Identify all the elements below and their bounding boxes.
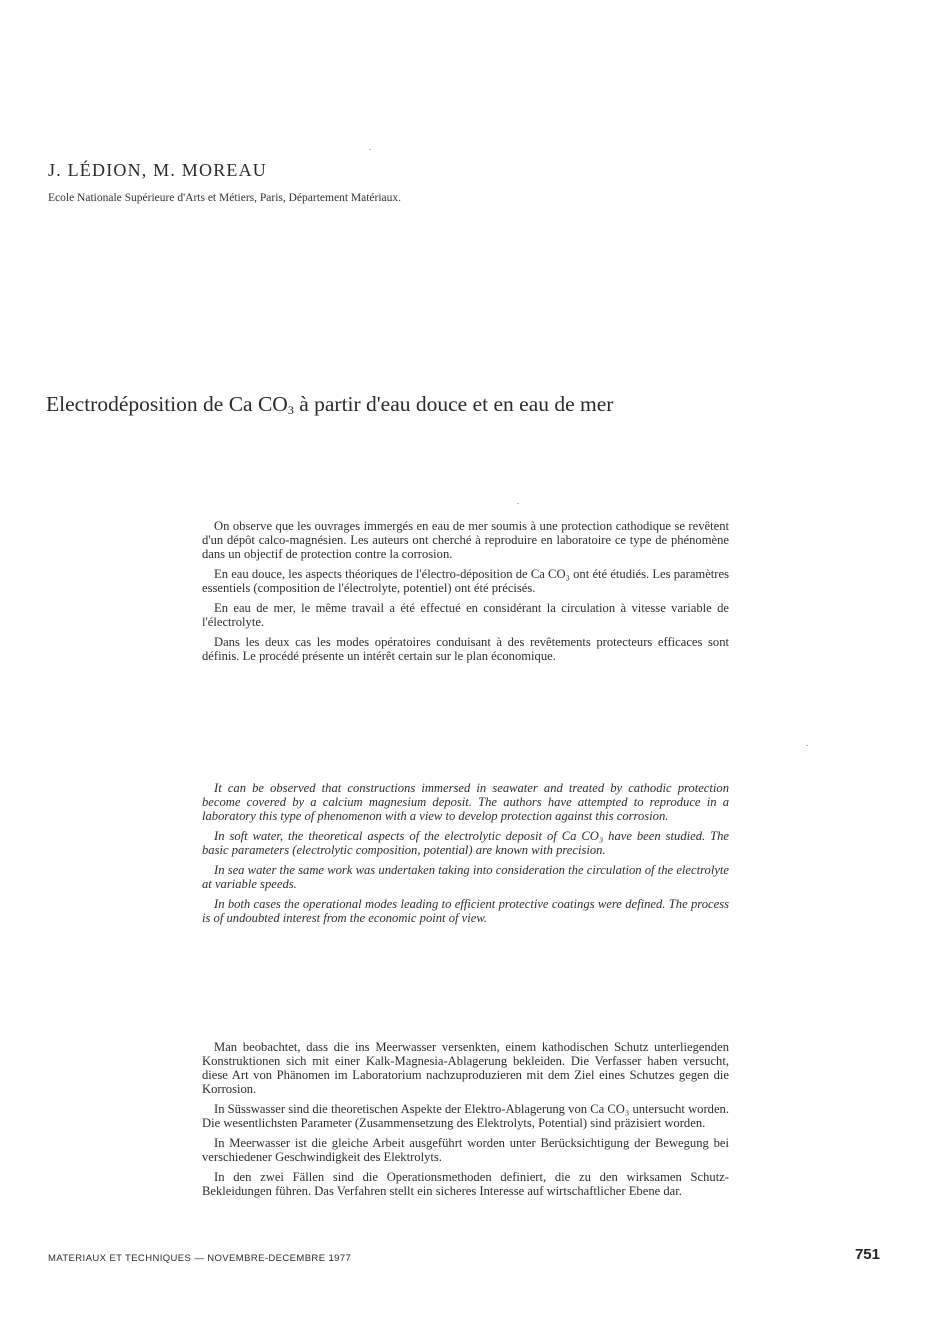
title-text-end: à partir d'eau douce et en eau de mer [293,392,614,416]
page-number: 751 [854,1246,880,1263]
abstract-paragraph: Man beobachtet, dass die ins Meerwasser versenkten, einem kathodischen Schutz unterliegenden Konstruktionen sich mit einer Kalk-Magnesia-Ablagerung bekleiden. Die Verfasser haben versucht, diese Art von Phänomen im Laboratorium nachzuproduzieren mit dem Ziel eines Schutzes gegen die Korrosion. [202,1040,729,1096]
article-title [46,392,613,418]
abstract-paragraph: In Süsswasser sind die theoretischen Aspekte der Elektro-Ablagerung von Ca CO₃ untersucht worden. Die wesentlichsten Parameter (Zusammensetzung des Elektrolyts, Potential) sind präzisiert worden. [202,1102,729,1130]
authors: J. LÉDION, M. MOREAU [48,160,267,180]
abstract-german [202,1040,729,1204]
abstract-paragraph: In soft water, the theoretical aspects of the electrolytic deposit of Ca CO₃ have been studied. The basic parameters (electrolytic composition, potential) are known with precision. [202,829,729,857]
abstract-paragraph: In both cases the operational modes leading to efficient protective coatings were defined. The process is of undoubted interest from the economic point of view. [202,897,729,925]
affiliation: Ecole Nationale Supérieure d'Arts et Métiers, Paris, Département Matériaux. [48,192,402,204]
abstract-paragraph: En eau de mer, le même travail a été effectué en considérant la circulation à vitesse variable de l'électrolyte. [202,601,729,629]
abstract-french [202,519,729,669]
abstract-paragraph: In den zwei Fällen sind die Operationsmethoden definiert, die zu den wirksamen Schutz-Bekleidungen führen. Das Verfahren stellt ein sicheres Interesse auf wirtschaftlicher Ebene dar. [202,1170,729,1198]
abstract-paragraph: On observe que les ouvrages immergés en eau de mer soumis à une protection cathodique se revêtent d'un dépôt calco-magnésien. Les auteurs ont cherché à reproduire en laboratoire ce type de phénomène dans un objectif de protection contre la corrosion. [202,519,729,561]
abstract-paragraph: In Meerwasser ist die gleiche Arbeit ausgeführt worden unter Berücksichtigung der Bewegung bei verschiedener Geschwindigkeit des Elektrolyts. [202,1136,729,1164]
journal-footer: MATERIAUX ET TECHNIQUES — NOVEMBRE-DECEMBRE 1977 [48,1253,352,1264]
abstract-english [202,781,729,931]
scan-speck [517,503,519,504]
scan-speck [806,745,808,746]
abstract-paragraph: Dans les deux cas les modes opératoires conduisant à des revêtements protecteurs efficaces sont définis. Le procédé présente un intérêt certain sur le plan économique. [202,635,729,663]
abstract-paragraph: In sea water the same work was undertaken taking into consideration the circulation of the electrolyte at variable speeds. [202,863,729,891]
scan-speck [369,149,371,150]
title-subscript: 3 [287,403,294,417]
title-text: Electrodéposition de Ca CO [46,392,288,416]
abstract-paragraph: It can be observed that constructions immersed in seawater and treated by cathodic protection become covered by a calcium magnesium deposit. The authors have attempted to reproduce in a laboratory this type of phenomenon with a view to develop protection against this corrosion. [202,781,729,823]
abstract-paragraph: En eau douce, les aspects théoriques de l'électro-déposition de Ca CO₃ ont été étudiés. Les paramètres essentiels (composition de l'électrolyte, potentiel) ont été précisés. [202,567,729,595]
